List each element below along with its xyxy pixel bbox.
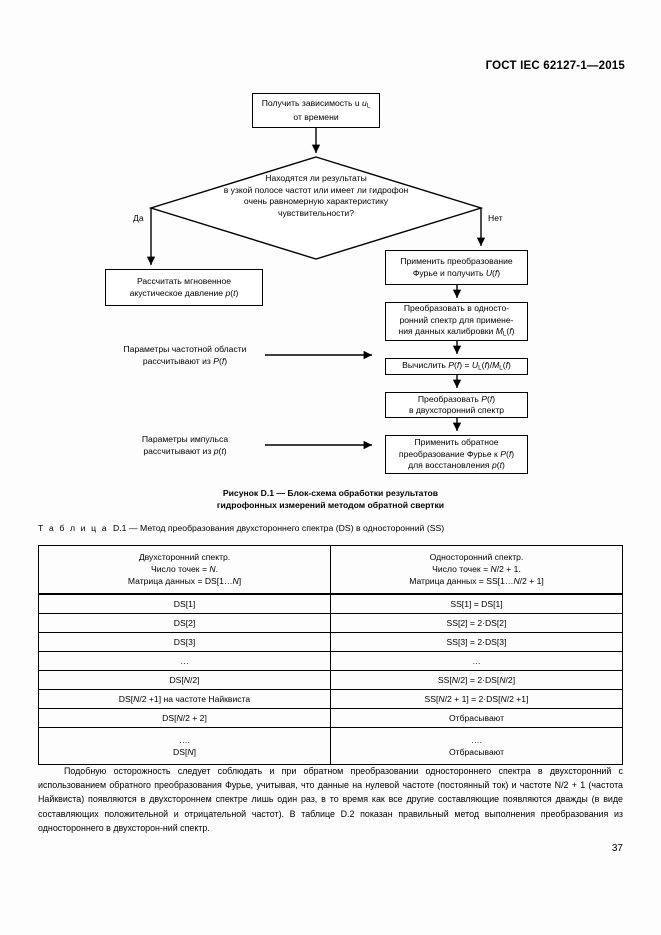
flow-node-fourier-transform (385, 250, 528, 285)
right-box3-line1: Вычислить $P(f) = U_L(f)/M_L(f)$ (402, 359, 511, 371)
last-row-right-line1: …. (471, 735, 482, 745)
flow-node-instantaneous-pressure (105, 269, 263, 306)
table-cell-ss: Отбрасывают (331, 709, 623, 728)
last-row-left-line1: …. (179, 735, 190, 745)
th2-line3: Матрица данных = SS[1…N/2 + 1] (409, 576, 544, 586)
decision-line-1: Находятся ли результаты (265, 173, 367, 183)
th2-line1: Односторонний спектр. (429, 552, 524, 562)
table-header-double-sided (39, 546, 331, 595)
flowchart-connectors (0, 85, 661, 485)
flow-note-pulse-parameters (110, 433, 260, 457)
table-cell-ss: SS[1] = DS[1] (331, 594, 623, 614)
note-freq-line1: Параметры частотной области (123, 344, 247, 354)
flow-node-start (252, 93, 380, 128)
right-box2-line1: Преобразовать в односто- (403, 303, 510, 314)
flow-branch-label-no: Нет (488, 213, 503, 223)
right-box2-line2: ронний спектр для примене- (399, 314, 514, 325)
table-row (39, 614, 623, 633)
table-caption (38, 522, 444, 534)
right-box4-line2: в двухсторонний спектр (408, 405, 505, 415)
table-cell-ds: DS[2] (39, 614, 331, 633)
left-box-line2: акустическое давление p(t) (129, 287, 239, 298)
table-row (39, 652, 623, 671)
body-paragraph: Подобную осторожность следует соблюдать и при обратном преобразовании одностороннего спектра в двухсторонний с использованием обратного преобразования Фурье, учитывая, что данные на нулевой частоте (постоянный ток) и частоте N/2 + 1 (частота Найквиста) появляются в двухстороннем спектре лишь один раз, в то время как все другие составляющие появляются дважды (в виде составляющих положительной и отрицательной частот). В таблице D.2 показан правильный метод выполнения преобразования из одностороннего в двухсторон-ний спектр. (38, 766, 623, 833)
right-box1-line2: Фурье и получить U(f) (412, 267, 501, 278)
right-box2-line3: ния данных калибровки $M_L(f)$ (398, 326, 515, 338)
table-row (39, 690, 623, 709)
decision-line-2: в узкой полосе частот или имеет ли гидрофон (223, 184, 409, 195)
document-header-standard-id: ГОСТ IEC 62127-1—2015 (485, 60, 625, 72)
table-header-single-sided (331, 546, 623, 595)
table-row (39, 728, 623, 765)
table-cell-ds (39, 728, 331, 765)
flow-node-inverse-fourier (385, 435, 528, 474)
last-row-left-line2: DS[N] (173, 747, 196, 757)
spectrum-conversion-table (38, 545, 623, 765)
figure-caption-line2: гидрофонных измерений методом обратной свертки (216, 500, 445, 510)
table-cell-ds: DS[1] (39, 594, 331, 614)
table-cell-ss: SS[N/2 + 1] = 2·DS[N/2 +1] (331, 690, 623, 709)
page-number: 37 (611, 843, 623, 854)
table-header-row (39, 546, 623, 595)
right-box5-line3: для восстановления p(t) (408, 460, 505, 471)
flow-node-start-line1: Получить зависимость u $u_L$ (261, 97, 371, 110)
table-caption-text: D.1 — Метод преобразования двухстороннего спектра (DS) в односторонний (SS) (112, 523, 445, 533)
right-box5-line2: преобразование Фурье к P(f) (398, 448, 515, 459)
flow-node-single-sided-spectrum (385, 302, 528, 341)
right-box1-line1: Применить преобразование (400, 256, 513, 266)
table-cell-ss: … (331, 652, 623, 671)
th1-line2: Число точек = N. (151, 564, 218, 574)
flow-node-double-sided-spectrum (385, 392, 528, 418)
note-pulse-line1: Параметры импульса (141, 434, 229, 444)
last-row-right-line2: Отбрасывают (448, 747, 505, 757)
th1-line3: Матрица данных = DS[1…N] (127, 576, 242, 586)
table-cell-ss: SS[N/2] = 2·DS[N/2] (331, 671, 623, 690)
table-cell-ds: … (39, 652, 331, 671)
table-cell-ds: DS[N/2] (39, 671, 331, 690)
th1-line1: Двухсторонний спектр. (138, 552, 231, 562)
figure-caption (0, 487, 661, 511)
note-pulse-line2: рассчитывают из p(t) (143, 446, 227, 456)
table-caption-label: Т а б л и ц а (38, 523, 109, 533)
table-cell-ds: DS[N/2 +1] на частоте Найквиста (39, 690, 331, 709)
flow-node-compute-pressure-spectrum (385, 358, 528, 375)
table-cell-ss (331, 728, 623, 765)
left-box-line1: Рассчитать мгновенное (136, 276, 232, 286)
table-row (39, 633, 623, 652)
figure-caption-line1: Рисунок D.1 — Блок-схема обработки результатов (222, 488, 439, 498)
right-box5-line1: Применить обратное (414, 437, 499, 448)
th2-line2: Число точек = N/2 + 1. (432, 564, 521, 574)
table-cell-ds: DS[3] (39, 633, 331, 652)
table-cell-ds: DS[N/2 + 2] (39, 709, 331, 728)
flow-node-decision-label (166, 173, 466, 219)
table-cell-ss: SS[2] = 2·DS[2] (331, 614, 623, 633)
flow-branch-label-yes: Да (133, 213, 144, 223)
table-row (39, 671, 623, 690)
note-freq-line2: рассчитывают из P(f) (142, 356, 228, 366)
table-row (39, 594, 623, 614)
flowchart-figure (0, 85, 661, 485)
decision-line-3: очень равномерную характеристику (243, 196, 389, 206)
table-cell-ss: SS[3] = 2·DS[3] (331, 633, 623, 652)
table-row (39, 709, 623, 728)
flow-note-frequency-parameters (110, 343, 260, 367)
right-box4-line1: Преобразовать P(f) (417, 393, 496, 404)
decision-line-4: чувствительности? (277, 207, 354, 218)
flow-node-start-line2: от времени (293, 111, 339, 122)
